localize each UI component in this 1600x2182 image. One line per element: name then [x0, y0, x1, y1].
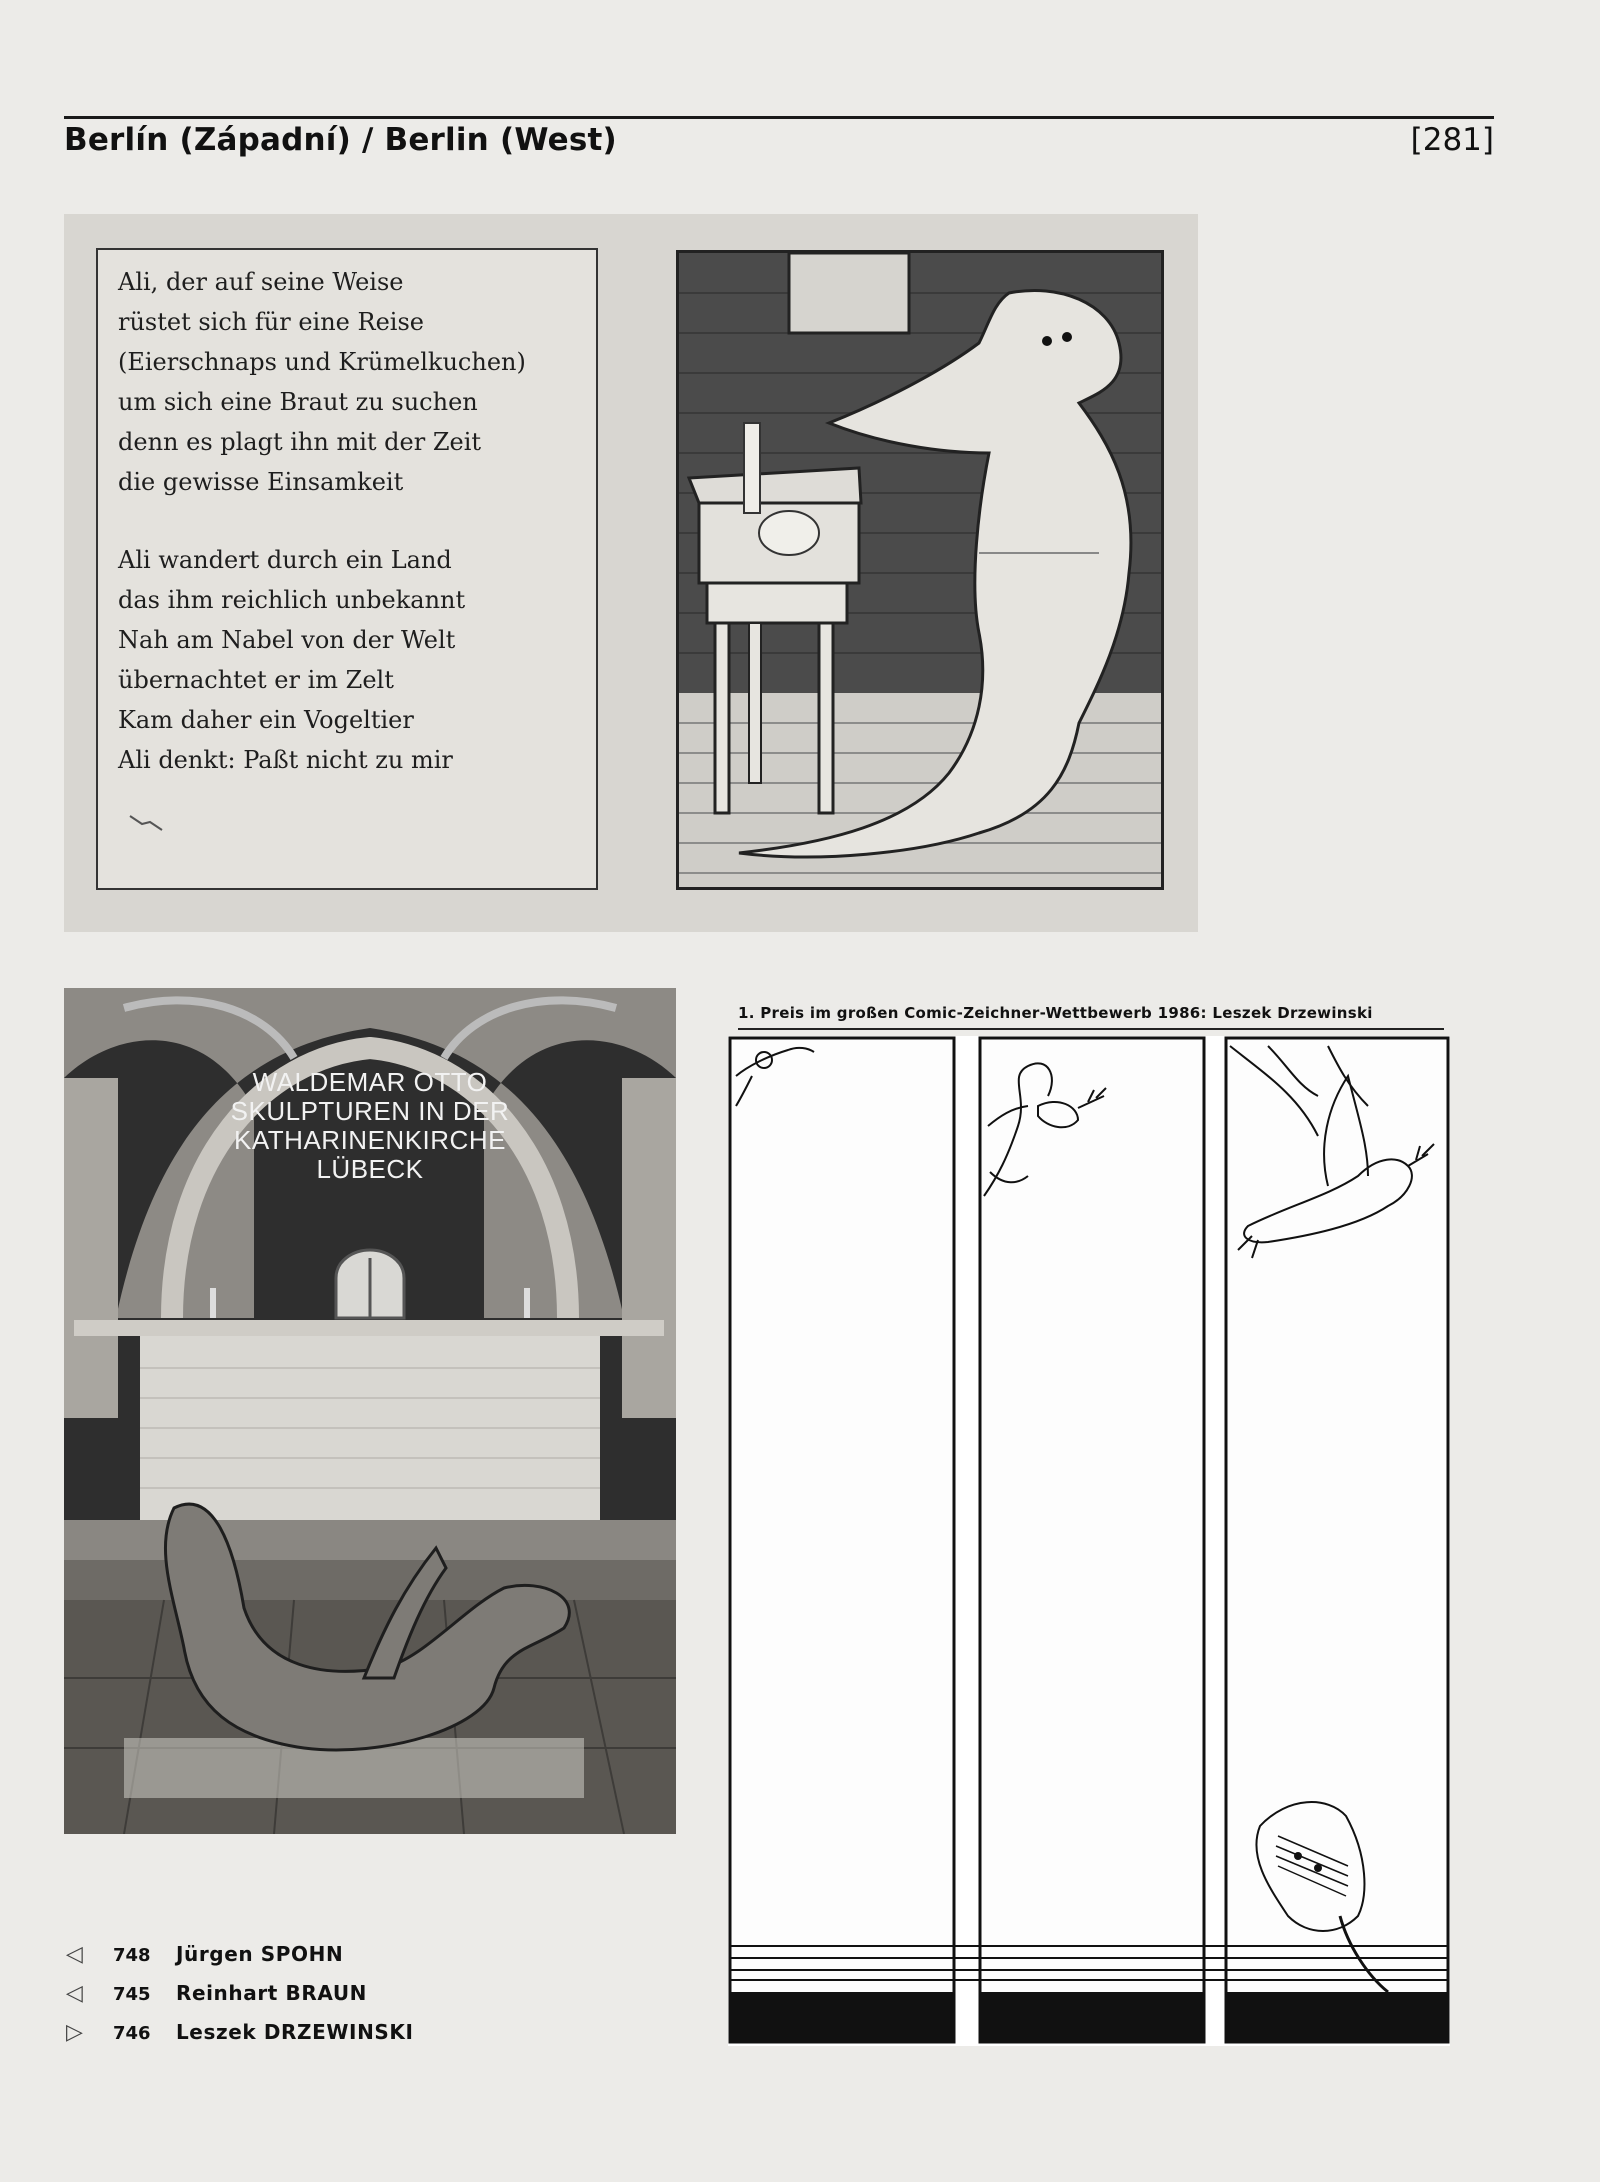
chapel-title-line: KATHARINENKIRCHE — [234, 1125, 506, 1155]
comic-strip — [728, 1036, 1450, 2046]
credit-row — [66, 1942, 414, 1981]
poem-line: Ali denkt: Paßt nicht zu mir — [118, 746, 453, 774]
right-arrow-icon: ▷ — [66, 2020, 83, 2045]
credits-list — [66, 1942, 414, 2059]
poem-line: rüstet sich für eine Reise — [118, 308, 424, 336]
credit-name: Leszek DRZEWINSKI — [175, 2020, 414, 2044]
poem-line: um sich eine Braut zu suchen — [118, 388, 478, 416]
poem-line: (Eierschnaps und Krümelkuchen) — [118, 348, 526, 376]
comic-caption-rule — [738, 1028, 1444, 1030]
credit-row — [66, 2020, 414, 2059]
page-title: Berlín (Západní) / Berlin (West) — [64, 122, 617, 158]
poem-box — [96, 248, 598, 890]
page-number: [281] — [1410, 122, 1494, 158]
credit-row — [66, 1981, 414, 2020]
poem-stanza-2 — [118, 540, 465, 780]
ink-mark — [128, 810, 168, 834]
poem-line: die gewisse Einsamkeit — [118, 468, 404, 496]
chapel-title-line: WALDEMAR OTTO — [252, 1067, 488, 1097]
comic-caption: 1. Preis im großen Comic-Zeichner-Wettbewerb 1986: Leszek Drzewinski — [738, 1004, 1373, 1022]
poem-line: denn es plagt ihn mit der Zeit — [118, 428, 482, 456]
chapel-title — [64, 1068, 676, 1184]
left-arrow-icon: ◁ — [66, 1942, 83, 1967]
header-rule — [64, 116, 1494, 119]
credit-number: 748 — [112, 1945, 151, 1966]
poem-line: Ali, der auf seine Weise — [118, 268, 404, 296]
poem-line: das ihm reichlich unbekannt — [118, 586, 466, 614]
poem-line: Kam daher ein Vogeltier — [118, 706, 414, 734]
crocodile-illustration — [676, 250, 1164, 890]
poem-line: Ali wandert durch ein Land — [118, 546, 452, 574]
credit-name: Reinhart BRAUN — [175, 1981, 368, 2005]
credit-name: Jürgen SPOHN — [175, 1942, 344, 1966]
credit-number: 745 — [112, 1984, 151, 2005]
chapel-title-line: LÜBECK — [316, 1154, 424, 1184]
left-arrow-icon: ◁ — [66, 1981, 83, 2006]
poem-stanza-1 — [118, 262, 526, 502]
poem-line: übernachtet er im Zelt — [118, 666, 394, 694]
chapel-title-line: SKULPTUREN IN DER — [230, 1096, 510, 1126]
poem-line: Nah am Nabel von der Welt — [118, 626, 456, 654]
credit-number: 746 — [112, 2023, 151, 2044]
